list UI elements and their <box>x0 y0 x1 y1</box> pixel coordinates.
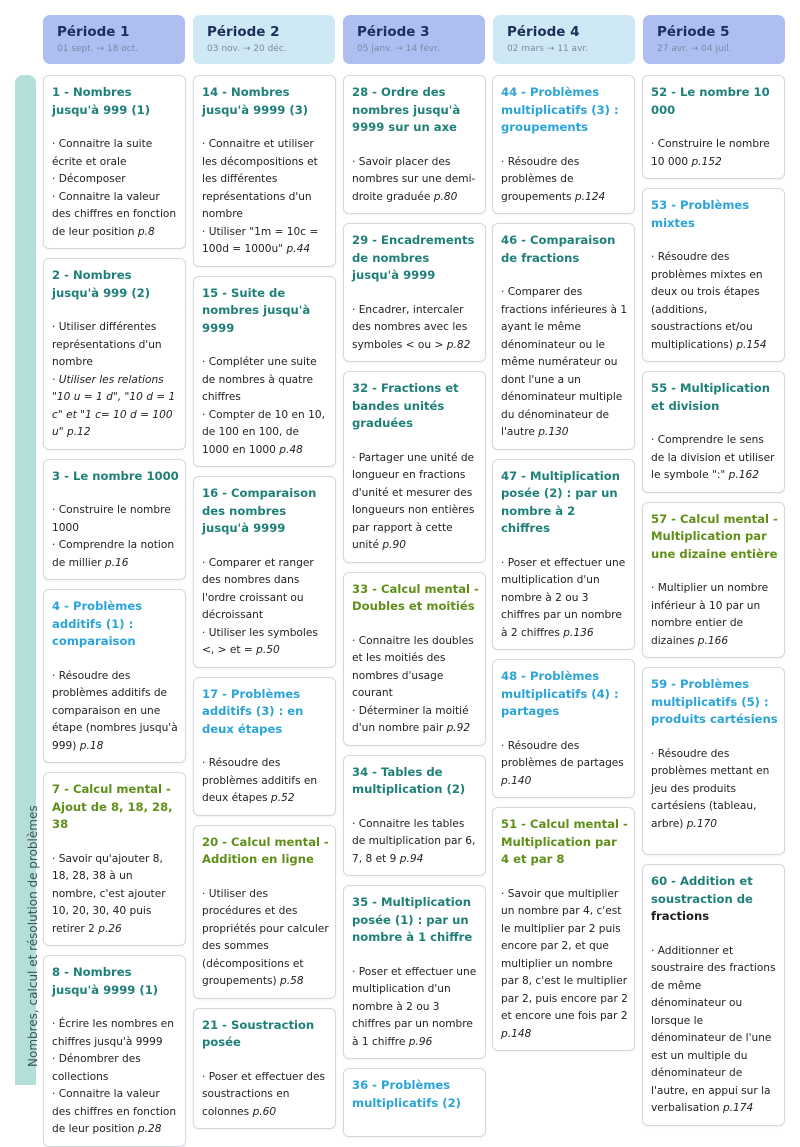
page-reference: p.58 <box>280 975 304 987</box>
objective-text: · Connaitre les doubles et les moitiés des nombres d'usage courant <box>352 634 474 699</box>
period-header-3 <box>343 15 485 64</box>
lesson-title: 34 - Tables de multiplication (2) <box>352 764 466 796</box>
lesson-card[interactable] <box>193 825 336 999</box>
period-dates: 01 sept. → 18 oct. <box>57 44 139 54</box>
lesson-objective <box>202 224 329 259</box>
lesson-card[interactable] <box>193 677 336 816</box>
lesson-title: 55 - Multiplication et division <box>651 381 770 413</box>
page-reference: p.96 <box>408 1035 433 1048</box>
lesson-title: 16 - Comparaison des nombres jusqu'à 9999 <box>202 486 317 535</box>
objective-text: · Résoudre des problèmes de partages <box>501 739 624 769</box>
objective-text: · Poser et effectuer des soustractions en colonnes <box>202 1070 326 1118</box>
period-header-2 <box>193 15 335 64</box>
lesson-card[interactable] <box>492 75 635 214</box>
page-reference: p.148 <box>501 1027 532 1040</box>
lesson-title: 8 - Nombres jusqu'à 9999 (1) <box>52 965 159 997</box>
lesson-objective <box>651 432 778 485</box>
page-reference: p.60 <box>252 1105 277 1118</box>
lesson-card[interactable] <box>43 258 186 450</box>
lesson-card[interactable] <box>43 75 186 249</box>
objective-text: · Utiliser les relations "10 u = 1 d", "10 d = 1 c" et "1 c= 10 d = 100 u" <box>52 373 176 438</box>
lesson-objective <box>651 136 778 171</box>
objective-text: · Comparer des fractions inférieures à 1 ayant le même dénominateur ou le même numérateur ou dont l'une a un dénominateur multiple du dénominateur de l'autre <box>501 286 628 438</box>
objective-text: · Utiliser "1m = 10c = 100d = 1000u" <box>202 225 319 255</box>
page-reference: p.136 <box>563 626 594 639</box>
lesson-title: 33 - Calcul mental - Doubles et moitiés <box>352 581 479 613</box>
lesson-objective <box>501 738 628 791</box>
lesson-objective <box>352 154 479 207</box>
lesson-objective <box>501 886 628 1044</box>
lesson-title: 21 - Soustraction posée <box>202 1017 315 1049</box>
lesson-objective <box>52 319 179 372</box>
lesson-objective <box>651 249 778 354</box>
lesson-objective <box>202 354 329 407</box>
lesson-objective <box>52 1086 179 1139</box>
lesson-title: 17 - Problèmes additifs (3) : en deux étapes <box>202 686 304 736</box>
objective-text: · Savoir placer des nombres sur une demi-droite graduée <box>352 155 476 203</box>
lesson-objective <box>52 189 179 242</box>
objective-text: · Résoudre des problèmes additifs de comparaison en une étape (nombres jusqu'à 999) <box>52 669 178 752</box>
objective-text: · Écrire les nombres en chiffres jusqu'à 9999 <box>52 1018 174 1048</box>
lesson-objective <box>52 537 179 572</box>
lesson-card[interactable] <box>492 223 635 450</box>
period-title: Période 2 <box>207 24 280 40</box>
lesson-card[interactable] <box>193 1008 336 1130</box>
lesson-objective <box>202 136 329 224</box>
page-reference: p.52 <box>270 792 295 804</box>
lesson-objective <box>352 302 479 355</box>
lesson-card[interactable] <box>492 807 635 1051</box>
lesson-objective <box>501 555 628 643</box>
lesson-title: 59 - Problèmes multiplicatifs (5) : produits cartésiens <box>651 677 778 726</box>
page-reference: p.26 <box>98 922 122 935</box>
lesson-objective <box>52 171 179 189</box>
page-reference: p.16 <box>104 556 129 569</box>
lesson-objective <box>52 668 179 756</box>
lesson-title: 2 - Nombres jusqu'à 999 (2) <box>52 268 150 300</box>
lesson-title: 51 - Calcul mental - Multiplication par 4 et par 8 <box>501 817 628 866</box>
objective-text: · Décomposer <box>52 173 126 185</box>
objective-text: · Savoir que multiplier un nombre par 4, c'est le multiplier par 2 puis encore par 2, et que multiplier un nombre par 8, c'est le multiplier par 2, puis encore par 2 et encore une fois par 2 <box>501 887 628 1022</box>
lesson-card[interactable] <box>343 1068 486 1137</box>
lesson-card[interactable] <box>642 502 785 659</box>
period-title: Période 4 <box>507 24 580 40</box>
lesson-title: 57 - Calcul mental - Multiplication par une dizaine entière <box>651 511 778 561</box>
lesson-card[interactable] <box>642 667 785 855</box>
objective-text: · Résoudre des problèmes additifs en deux étapes <box>202 757 318 804</box>
period-dates: 02 mars → 11 avr. <box>507 44 589 54</box>
lesson-title: 3 - Le nombre 1000 <box>52 468 179 483</box>
lesson-title: 52 - Le nombre 10 000 <box>651 85 770 117</box>
lesson-title: 53 - Problèmes mixtes <box>651 198 750 230</box>
objective-text: · Encadrer, intercaler des nombres avec les symboles < ou > <box>352 303 468 351</box>
lesson-title: 44 - Problèmes multiplicatifs (3) : groupements <box>501 85 619 134</box>
lesson-title: 29 - Encadrements de nombres jusqu'à 9999 <box>352 233 475 282</box>
lesson-objective <box>651 746 778 834</box>
objective-text: · Connaitre et utiliser les décompositions et les différentes représentations d'un nombre <box>202 138 318 220</box>
page-reference: p.90 <box>382 539 406 551</box>
lesson-objective <box>202 407 329 460</box>
page-reference: p.92 <box>446 722 471 734</box>
objective-text: · Résoudre des problèmes de groupements <box>501 155 580 203</box>
page-reference: p.12 <box>66 426 91 438</box>
page-reference: p.48 <box>279 443 303 456</box>
objective-text: · Poser et effectuer une multiplication d'un nombre à 2 ou 3 chiffres par un nombre à 2 chiffres <box>501 556 626 639</box>
objective-text: · Résoudre des problèmes mettant en jeu des produits cartésiens (tableau, arbre) <box>651 747 770 830</box>
column-periode-3 <box>343 75 486 1137</box>
period-title: Période 1 <box>57 24 130 40</box>
column-periode-5 <box>642 75 785 1126</box>
lesson-objective <box>501 154 628 207</box>
lesson-title: 20 - Calcul mental - Addition en ligne <box>202 834 329 866</box>
objective-text: · Connaitre la valeur des chiffres en fonction de leur position <box>52 190 177 238</box>
lesson-card[interactable] <box>43 772 186 946</box>
column-periode-4 <box>492 75 635 1051</box>
domain-label: Nombres, calcul et résolution de problèmes <box>26 805 40 1067</box>
period-header-5 <box>643 15 785 64</box>
lesson-title: 32 - Fractions et bandes unités graduées <box>352 381 459 430</box>
lesson-objective <box>352 816 479 869</box>
lesson-objective <box>52 851 179 939</box>
page-reference: p.50 <box>256 644 280 656</box>
page-reference: p.130 <box>538 426 569 438</box>
objective-text: · Comprendre le sens de la division et utiliser le symbole ":" <box>651 434 775 481</box>
lesson-title: 60 - Addition et soustraction de fractions <box>651 874 753 923</box>
objective-text: · Connaitre les tables de multiplication par 6, 7, 8 et 9 <box>352 817 476 865</box>
column-periode-1 <box>43 75 186 1147</box>
period-dates: 03 nov. → 20 déc. <box>207 44 287 54</box>
lesson-card[interactable] <box>492 659 635 798</box>
lesson-objective <box>52 136 179 171</box>
objective-text: · Multiplier un nombre inférieur à 10 par un nombre entier de dizaines <box>651 582 769 647</box>
lesson-card[interactable] <box>642 371 785 493</box>
lesson-objective <box>501 284 628 442</box>
lesson-card[interactable] <box>642 75 785 179</box>
lesson-card[interactable] <box>343 75 486 214</box>
objective-text: · Déterminer la moitié d'un nombre pair <box>352 704 469 734</box>
page-reference: p.162 <box>728 469 759 481</box>
lesson-objective <box>52 1051 179 1086</box>
period-title: Période 5 <box>657 24 730 40</box>
page-reference: p.166 <box>697 634 729 647</box>
lesson-card[interactable] <box>43 459 186 581</box>
page-reference: p.154 <box>736 338 767 351</box>
page-reference: p.28 <box>137 1123 162 1135</box>
lesson-objective <box>202 625 329 660</box>
lesson-title: 36 - Problèmes multiplicatifs (2) <box>352 1078 461 1110</box>
lesson-title: 7 - Calcul mental - Ajout de 8, 18, 28, 38 <box>52 782 173 831</box>
lesson-objective <box>52 1016 179 1051</box>
page-reference: p.44 <box>286 243 311 255</box>
lesson-objective <box>352 703 479 738</box>
page-reference: p.140 <box>501 774 532 787</box>
lesson-title: 46 - Comparaison de fractions <box>501 233 616 265</box>
page-reference: p.94 <box>399 852 424 865</box>
lesson-objective <box>52 502 179 537</box>
objective-text: · Compter de 10 en 10, de 100 en 100, de 1000 en 1000 <box>202 408 325 456</box>
lesson-title: 1 - Nombres jusqu'à 999 (1) <box>52 85 150 117</box>
objective-text: · Construire le nombre 10 000 <box>651 138 770 168</box>
lesson-objective <box>352 450 479 555</box>
lesson-objective <box>202 755 329 808</box>
lesson-objective <box>202 555 329 625</box>
period-header-4 <box>493 15 635 64</box>
page-reference: p.124 <box>574 190 606 203</box>
lesson-title: 28 - Ordre des nombres jusqu'à 9999 sur un axe <box>352 85 461 134</box>
objective-text: · Utiliser les symboles <, > et = <box>202 626 318 656</box>
lesson-card[interactable] <box>642 864 785 1126</box>
period-header-1 <box>43 15 185 64</box>
objective-text: · Savoir qu'ajouter 8, 18, 28, 38 à un nombre, c'est ajouter 10, 20, 30, 40 puis retirer 2 <box>52 852 166 935</box>
column-periode-2 <box>193 75 336 1129</box>
lesson-title: 35 - Multiplication posée (1) : par un nombre à 1 chiffre <box>352 895 473 944</box>
lesson-title: 15 - Suite de nombres jusqu'à 9999 <box>202 285 311 335</box>
lesson-card[interactable] <box>43 589 186 763</box>
objective-text: · Comprendre la notion de millier <box>52 539 175 569</box>
objective-text: · Connaitre la suite écrite et orale <box>52 138 153 168</box>
lesson-title: 14 - Nombres jusqu'à 9999 (3) <box>202 85 309 117</box>
lesson-objective <box>352 633 479 703</box>
lesson-card[interactable] <box>43 955 186 1147</box>
lesson-card[interactable] <box>492 459 635 651</box>
lesson-card[interactable] <box>343 223 486 362</box>
period-headers <box>43 15 785 65</box>
lesson-card[interactable] <box>642 188 785 362</box>
lesson-objective <box>52 372 179 442</box>
objective-text: · Utiliser des procédures et des propriétés pour calculer des sommes (décompositions et groupements) <box>202 887 329 987</box>
objective-text: · Construire le nombre 1000 <box>52 504 171 534</box>
lesson-objective <box>651 943 778 1118</box>
lesson-objective <box>202 886 329 991</box>
period-title: Période 3 <box>357 24 430 40</box>
page-reference: p.8 <box>137 225 155 238</box>
lesson-objective <box>202 1069 329 1122</box>
lesson-title: 48 - Problèmes multiplicatifs (4) : partages <box>501 669 619 718</box>
period-dates: 27 avr. → 04 juil. <box>657 44 732 54</box>
page-reference: p.18 <box>79 739 104 752</box>
objective-text: · Compléter une suite de nombres à quatre chiffres <box>202 356 317 403</box>
objective-text: · Utiliser différentes représentations d'un nombre <box>52 321 162 368</box>
lesson-title: 47 - Multiplication posée (2) : par un nombre à 2 chiffres <box>501 468 620 535</box>
lesson-objective <box>651 580 778 650</box>
lesson-card[interactable] <box>343 755 486 877</box>
page-reference: p.82 <box>446 338 471 351</box>
page-reference: p.152 <box>691 155 722 168</box>
page-reference: p.174 <box>722 1102 754 1114</box>
page-reference: p.170 <box>686 817 718 830</box>
lesson-objective <box>352 964 479 1052</box>
period-dates: 05 janv. → 14 févr. <box>357 44 440 54</box>
lesson-card[interactable] <box>193 476 336 668</box>
page-reference: p.80 <box>433 190 458 203</box>
objective-text: · Dénombrer des collections <box>52 1053 141 1083</box>
lesson-card[interactable] <box>343 371 486 563</box>
objective-text: · Connaitre la valeur des chiffres en fonction de leur position <box>52 1088 177 1135</box>
lesson-title: 4 - Problèmes additifs (1) : comparaison <box>52 599 143 648</box>
objective-text: · Comparer et ranger des nombres dans l'ordre croissant ou décroissant <box>202 556 314 621</box>
lesson-card[interactable] <box>193 276 336 468</box>
objective-text: · Résoudre des problèmes mixtes en deux ou trois étapes (additions, soustractions et/ou multiplications) <box>651 251 763 351</box>
lesson-card[interactable] <box>193 75 336 267</box>
objective-text: · Partager une unité de longueur en fractions d'unité et mesurer des longueurs non entières par rapport à cette unité <box>352 451 475 551</box>
lesson-card[interactable] <box>343 572 486 746</box>
objective-text: · Poser et effectuer une multiplication d'un nombre à 2 ou 3 chiffres par un nombre à 1 chiffre <box>352 965 477 1048</box>
objective-text: · Additionner et soustraire des fractions de même dénominateur ou lorsque le dénominateur de l'une est un multiple du dénominateur de l'autre, en appui sur la verbalisation <box>651 944 776 1114</box>
lesson-card[interactable] <box>343 885 486 1059</box>
